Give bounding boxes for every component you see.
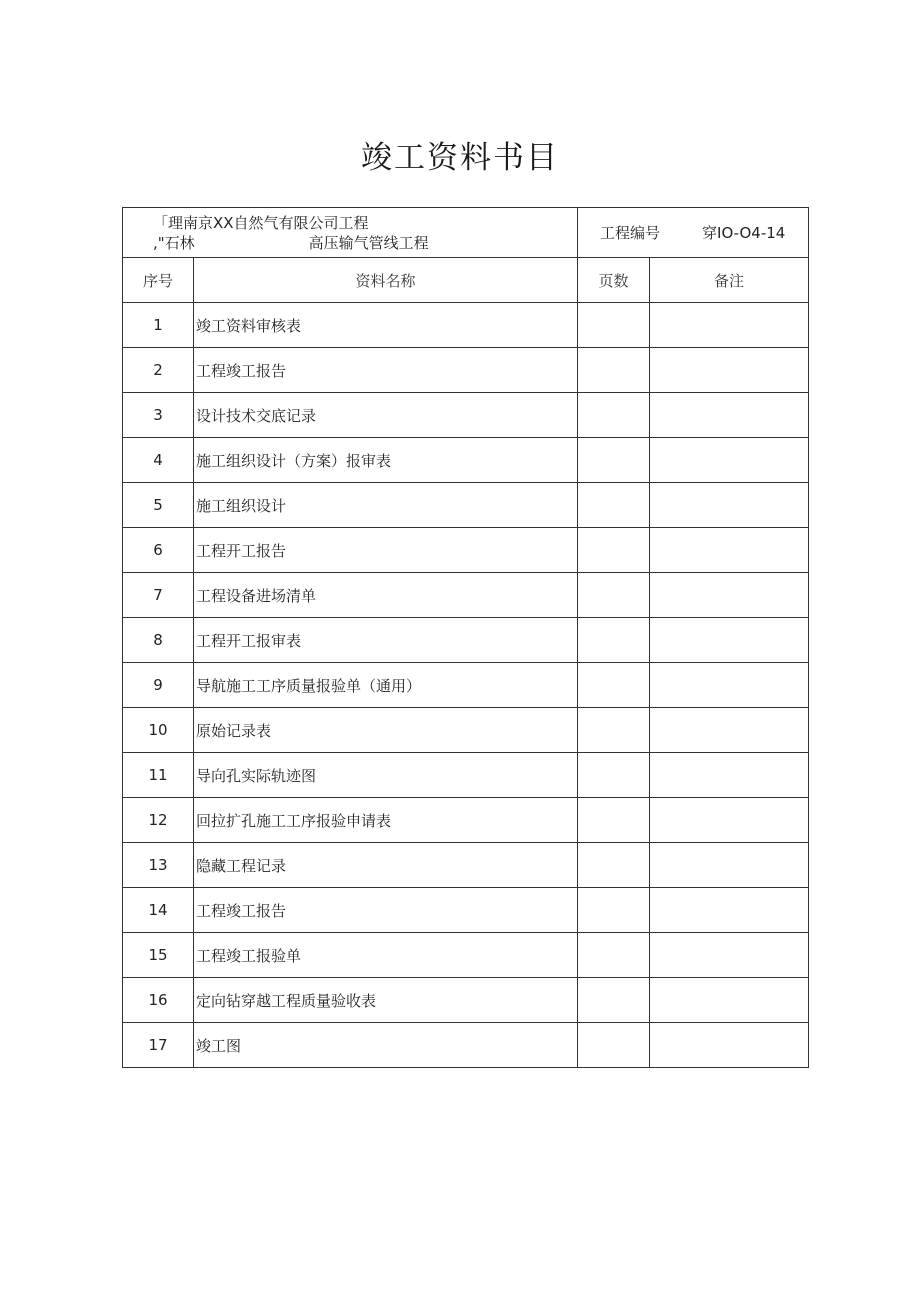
row-document-name: 工程设备进场清单 xyxy=(194,573,578,618)
row-document-name: 定向钻穿越工程质量验收表 xyxy=(194,978,578,1023)
row-page-count xyxy=(578,933,650,978)
row-remark xyxy=(650,573,809,618)
row-document-name: 工程开工报告 xyxy=(194,528,578,573)
row-document-name: 导航施工工序质量报验单（通用） xyxy=(194,663,578,708)
row-remark xyxy=(650,618,809,663)
table-row xyxy=(123,303,809,348)
row-number: 3 xyxy=(123,393,194,438)
row-remark xyxy=(650,393,809,438)
row-remark xyxy=(650,663,809,708)
table-row xyxy=(123,753,809,798)
column-header-seq: 序号 xyxy=(123,258,194,303)
row-page-count xyxy=(578,348,650,393)
row-remark xyxy=(650,438,809,483)
row-document-name: 设计技术交底记录 xyxy=(194,393,578,438)
row-remark xyxy=(650,978,809,1023)
row-document-name: 工程竣工报告 xyxy=(194,348,578,393)
table-row xyxy=(123,483,809,528)
row-number: 5 xyxy=(123,483,194,528)
row-number: 16 xyxy=(123,978,194,1023)
row-number: 14 xyxy=(123,888,194,933)
row-document-name: 竣工资料审核表 xyxy=(194,303,578,348)
table-row xyxy=(123,888,809,933)
row-number: 9 xyxy=(123,663,194,708)
document-title: 竣工资料书目 xyxy=(361,140,559,176)
column-header-name: 资料名称 xyxy=(194,258,578,303)
row-page-count xyxy=(578,843,650,888)
row-number: 6 xyxy=(123,528,194,573)
column-header-remark: 备注 xyxy=(650,258,809,303)
row-number: 8 xyxy=(123,618,194,663)
column-header-pages: 页数 xyxy=(578,258,650,303)
row-number: 7 xyxy=(123,573,194,618)
row-document-name: 回拉扩孔施工工序报验申请表 xyxy=(194,798,578,843)
row-page-count xyxy=(578,978,650,1023)
table-row xyxy=(123,708,809,753)
row-document-name: 导向孔实际轨迹图 xyxy=(194,753,578,798)
row-page-count xyxy=(578,618,650,663)
project-code-cell xyxy=(578,208,809,258)
row-document-name: 工程竣工报告 xyxy=(194,888,578,933)
row-document-name: 工程开工报审表 xyxy=(194,618,578,663)
row-number: 12 xyxy=(123,798,194,843)
row-number: 17 xyxy=(123,1023,194,1068)
row-page-count xyxy=(578,708,650,753)
table-row xyxy=(123,573,809,618)
table-row xyxy=(123,393,809,438)
table-row xyxy=(123,933,809,978)
table-row xyxy=(123,1023,809,1068)
row-number: 15 xyxy=(123,933,194,978)
row-remark xyxy=(650,888,809,933)
column-header-row xyxy=(123,258,809,303)
row-page-count xyxy=(578,888,650,933)
row-page-count xyxy=(578,798,650,843)
row-document-name: 施工组织设计（方案）报审表 xyxy=(194,438,578,483)
row-page-count xyxy=(578,573,650,618)
row-remark xyxy=(650,528,809,573)
row-remark xyxy=(650,348,809,393)
row-remark xyxy=(650,303,809,348)
row-page-count xyxy=(578,438,650,483)
row-page-count xyxy=(578,663,650,708)
project-code-value: 穿IO-O4-14 xyxy=(702,224,786,242)
row-page-count xyxy=(578,753,650,798)
row-number: 10 xyxy=(123,708,194,753)
row-document-name: 施工组织设计 xyxy=(194,483,578,528)
row-remark xyxy=(650,1023,809,1068)
table-row xyxy=(123,978,809,1023)
row-number: 1 xyxy=(123,303,194,348)
row-page-count xyxy=(578,1023,650,1068)
catalog-table xyxy=(122,207,809,1068)
project-name-line1: 「理南京XX自然气有限公司工程 xyxy=(153,213,369,232)
row-remark xyxy=(650,753,809,798)
row-document-name: 竣工图 xyxy=(194,1023,578,1068)
table-row xyxy=(123,663,809,708)
row-page-count xyxy=(578,393,650,438)
table-row xyxy=(123,798,809,843)
row-remark xyxy=(650,483,809,528)
row-page-count xyxy=(578,303,650,348)
table-row xyxy=(123,528,809,573)
project-name-line2-main: 高压输气管线工程 xyxy=(308,233,429,252)
project-code-label: 工程编号 xyxy=(600,224,661,242)
row-page-count xyxy=(578,483,650,528)
row-document-name: 原始记录表 xyxy=(194,708,578,753)
table-row xyxy=(123,348,809,393)
project-name-line2-prefix: ,"石林 xyxy=(153,233,195,252)
row-number: 2 xyxy=(123,348,194,393)
row-document-name: 工程竣工报验单 xyxy=(194,933,578,978)
table-row xyxy=(123,438,809,483)
row-remark xyxy=(650,843,809,888)
row-number: 13 xyxy=(123,843,194,888)
row-remark xyxy=(650,798,809,843)
project-name-cell xyxy=(123,208,578,258)
row-number: 11 xyxy=(123,753,194,798)
row-document-name: 隐藏工程记录 xyxy=(194,843,578,888)
project-header-row xyxy=(123,208,809,258)
table-row xyxy=(123,618,809,663)
row-number: 4 xyxy=(123,438,194,483)
project-name-line2 xyxy=(153,233,577,253)
row-remark xyxy=(650,933,809,978)
row-page-count xyxy=(578,528,650,573)
table-row xyxy=(123,843,809,888)
row-remark xyxy=(650,708,809,753)
